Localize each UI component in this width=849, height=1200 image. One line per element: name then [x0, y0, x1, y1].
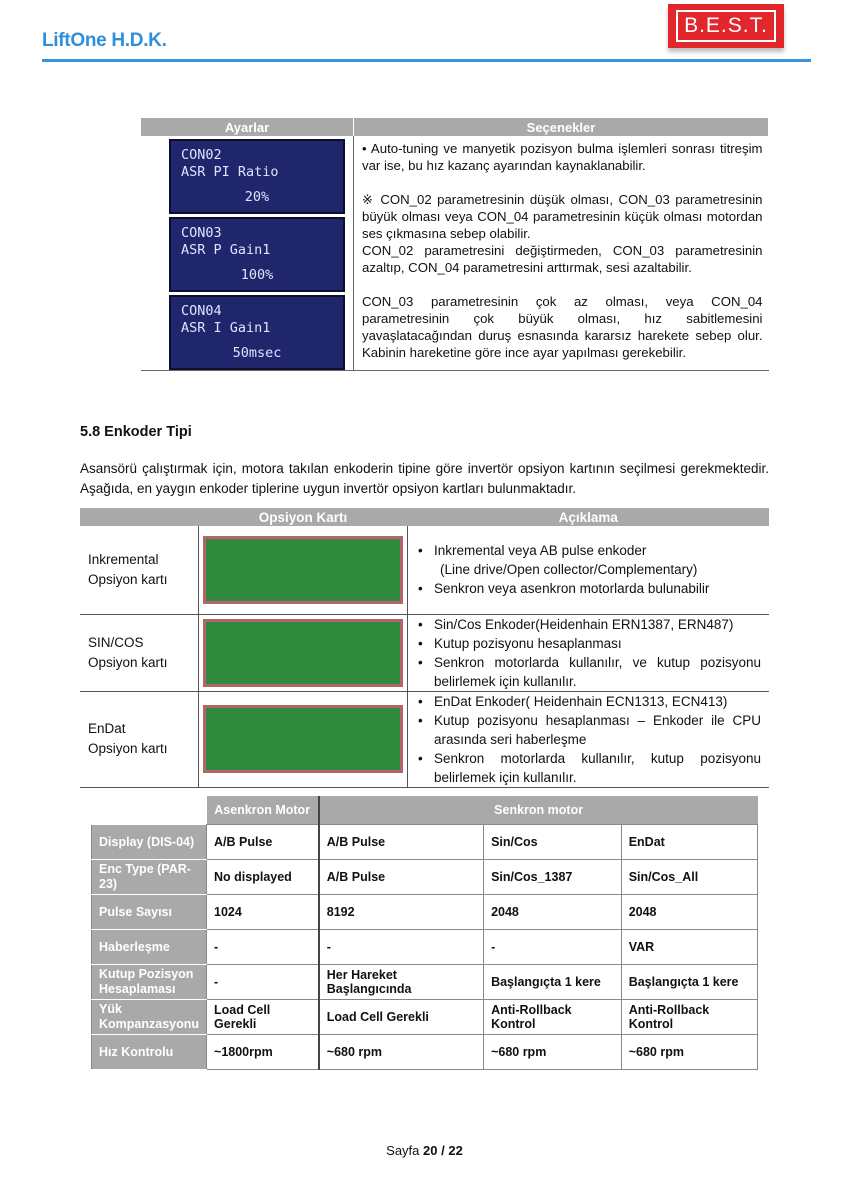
lcd-screen-con03 — [169, 217, 345, 292]
header-secenekler: Seçenekler — [354, 118, 769, 136]
lcd-name: ASR PI Ratio — [181, 164, 279, 180]
motor-table-header — [92, 796, 758, 825]
cell: VAR — [621, 930, 757, 965]
page-total: 22 — [448, 1143, 463, 1158]
table-row — [80, 691, 769, 787]
row-label: Haberleşme — [92, 930, 207, 965]
cell: 2048 — [621, 895, 757, 930]
cell: 2048 — [484, 895, 622, 930]
section-title: 5.8 Enkoder Tipi — [80, 424, 192, 440]
bullet: • Sin/Cos Enkoder(Heidenhain ERN1387, ERN487) — [434, 615, 761, 634]
paragraph-stability: CON_03 parametresinin çok az olması, veya CON_04 parametresinin çok büyük olması, hız sabitlemesini yavaşlatacağından duruş esnasında kararsız harekete sebep olur. Kabinin hareketine göre ince ayar yapılması gerekebilir. — [362, 294, 763, 360]
cell: Sin/Cos_All — [621, 860, 757, 895]
option-cards-header — [80, 508, 769, 526]
settings-table-row — [141, 136, 769, 371]
paragraph-noise-fix: CON_02 parametresini değiştirmeden, CON_03 parametresinin azaltıp, CON_04 parametresini arttırmak, sesi azaltabilir. — [362, 243, 763, 275]
page-number: 20 — [423, 1143, 438, 1158]
cell: Anti-Rollback Kontrol — [621, 1000, 757, 1035]
pcb-board-image — [203, 705, 403, 773]
header-empty — [80, 508, 199, 526]
card-description — [408, 691, 770, 787]
row-label: Hız Kontrolu — [92, 1035, 207, 1070]
bullet: • Senkron motorlarda kullanılır, kutup pozisyonu belirlemek için kullanılır. — [434, 749, 761, 787]
card-name-line2: Opsiyon kartı — [88, 654, 168, 670]
lcd-screen-con02 — [169, 139, 345, 214]
page-label: Sayfa — [386, 1143, 420, 1158]
cell: A/B Pulse — [319, 860, 484, 895]
bullet: • Senkron motorlarda kullanılır, ve kutup pozisyonu belirlemek için kullanılır. — [434, 653, 761, 691]
cell: No displayed — [207, 860, 319, 895]
lcd-name: ASR P Gain1 — [181, 242, 271, 258]
pcb-board-image — [203, 619, 403, 687]
card-name — [80, 614, 199, 691]
lcd-code: CON02 — [181, 147, 222, 163]
cell: Başlangıçta 1 kere — [484, 965, 622, 1000]
bullet-continuation: (Line drive/Open collector/Complementary) — [440, 562, 698, 578]
table-row — [80, 614, 769, 691]
paragraph-noise-cause: ※ CON_02 parametresinin düşük olması, CON_03 parametresinin büyük olması veya CON_04 parametresinin küçük olması motordan ses çıkmasına sebep olabilir. — [362, 192, 763, 241]
cell: Anti-Rollback Kontrol — [484, 1000, 622, 1035]
cell: - — [484, 930, 622, 965]
table-row — [92, 930, 758, 965]
card-name-line1: SIN/COS — [88, 634, 144, 650]
card-image-cell — [199, 691, 408, 787]
header-senkron: Senkron motor — [319, 796, 758, 825]
row-label: Enc Type (PAR-23) — [92, 860, 207, 895]
cell: ~680 rpm — [484, 1035, 622, 1070]
bullet: • Inkremental veya AB pulse enkoder — [434, 541, 761, 560]
cell: Sin/Cos_1387 — [484, 860, 622, 895]
document-brand-title: LiftOne H.D.K. — [42, 30, 167, 51]
page-footer — [0, 1143, 849, 1158]
settings-table — [141, 118, 769, 371]
header-ayarlar: Ayarlar — [141, 118, 354, 136]
lcd-value: 50msec — [232, 345, 282, 361]
cell: A/B Pulse — [319, 825, 484, 860]
header-blank — [92, 796, 207, 825]
section-intro: Asansörü çalıştırmak için, motora takılan enkoderin tipine göre invertör opsiyon kartının seçilmesi gerekmektedir. Aşağıda, en yaygın enkoder tiplerine uygun invertör opsiyon kartları bulunmaktadır. — [80, 461, 769, 496]
table-row — [92, 1035, 758, 1070]
lcd-value: 20% — [244, 189, 270, 205]
card-description — [408, 526, 770, 614]
lcd-name: ASR I Gain1 — [181, 320, 271, 336]
lcd-column — [141, 136, 354, 371]
cell: 1024 — [207, 895, 319, 930]
card-name-line1: Inkremental — [88, 551, 159, 567]
bullet: • EnDat Enkoder( Heidenhain ECN1313, ECN413) — [434, 692, 761, 711]
row-label: Display (DIS-04) — [92, 825, 207, 860]
paragraph-autotuning: • Auto-tuning ve manyetik pozisyon bulma işlemleri sonrası titreşim var ise, bu hız kazanç ayarından kaynaklanabilir. — [362, 141, 763, 173]
card-image-cell — [199, 526, 408, 614]
row-label: Yük Kompanzasyonu — [92, 1000, 207, 1035]
row-label: Kutup Pozisyon Hesaplaması — [92, 965, 207, 1000]
lcd-code: CON03 — [181, 225, 222, 241]
lcd-value: 100% — [240, 267, 274, 283]
motor-comparison-table — [91, 796, 758, 1070]
header-asenkron: Asenkron Motor — [207, 796, 319, 825]
cell: Load Cell Gerekli — [319, 1000, 484, 1035]
card-name-line2: Opsiyon kartı — [88, 741, 168, 756]
cell: - — [319, 930, 484, 965]
table-row — [92, 965, 758, 1000]
lcd-code: CON04 — [181, 303, 222, 319]
bullet: • Kutup pozisyonu hesaplanması — [434, 634, 761, 653]
card-name-line1: EnDat — [88, 721, 126, 736]
table-row — [92, 860, 758, 895]
row-label: Pulse Sayısı — [92, 895, 207, 930]
pcb-board-image — [203, 536, 403, 604]
card-description — [408, 614, 770, 691]
table-row — [80, 526, 769, 614]
settings-table-header — [141, 118, 769, 136]
table-row — [92, 895, 758, 930]
cell: Load Cell Gerekli — [207, 1000, 319, 1035]
cell: EnDat — [621, 825, 757, 860]
table-row — [92, 825, 758, 860]
card-name — [80, 691, 199, 787]
card-name-line2: Opsiyon kartı — [88, 571, 168, 587]
option-cards-table — [80, 508, 769, 788]
bullet: • Kutup pozisyonu hesaplanması – Enkoder ile CPU arasında seri haberleşme — [434, 711, 761, 749]
cell: ~1800rpm — [207, 1035, 319, 1070]
table-row — [92, 1000, 758, 1035]
header-aciklama: Açıklama — [408, 508, 770, 526]
bullet: • Senkron veya asenkron motorlarda bulunabilir — [434, 579, 761, 598]
cell: Başlangıçta 1 kere — [621, 965, 757, 1000]
cell: ~680 rpm — [319, 1035, 484, 1070]
card-image-cell — [199, 614, 408, 691]
header-divider — [42, 59, 811, 62]
cell: - — [207, 965, 319, 1000]
cell: 8192 — [319, 895, 484, 930]
logo-text: B.E.S.T. — [676, 10, 776, 42]
page-separator: / — [441, 1143, 445, 1158]
cell: - — [207, 930, 319, 965]
cell: A/B Pulse — [207, 825, 319, 860]
options-text-column — [354, 136, 769, 371]
cell: Her Hareket Başlangıcında — [319, 965, 484, 1000]
card-name — [80, 526, 199, 614]
cell: ~680 rpm — [621, 1035, 757, 1070]
header-opsiyon-karti: Opsiyon Kartı — [199, 508, 408, 526]
cell: Sin/Cos — [484, 825, 622, 860]
best-logo — [668, 4, 784, 48]
lcd-screen-con04 — [169, 295, 345, 370]
